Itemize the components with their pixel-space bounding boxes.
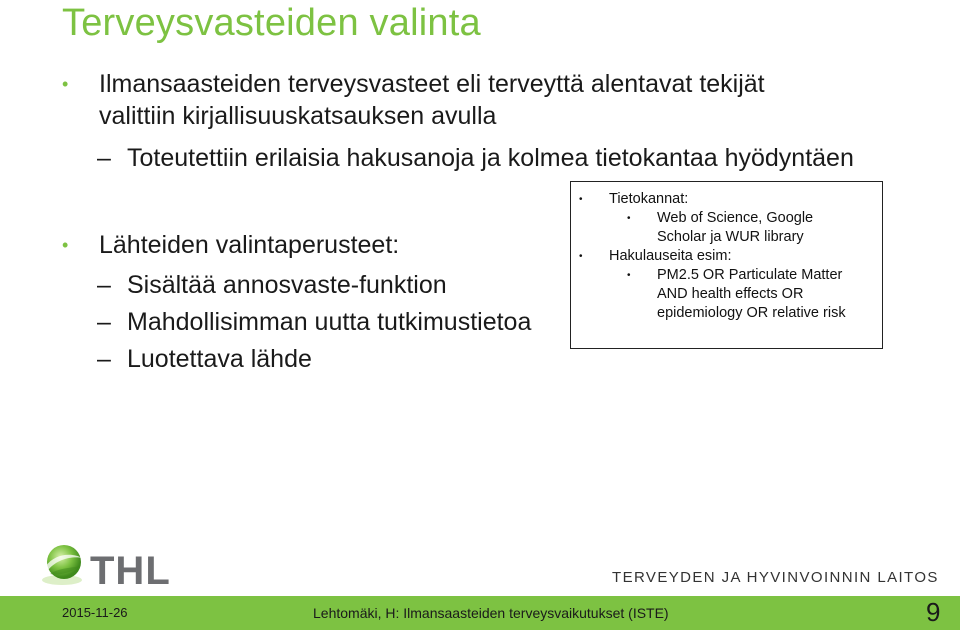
bullet-dot-icon: • [62,235,69,255]
box-heading: Tietokannat: [609,191,689,207]
bullet-text: Ilmansaasteiden terveysvasteet eli terveyttä alentavat tekijät [99,70,765,98]
box-sub-text: AND health effects OR [657,286,804,302]
bullet-dot-icon: • [579,251,583,262]
dash-icon: – [97,345,111,373]
organization-name: TERVEYDEN JA HYVINVOINNIN LAITOS [612,569,939,586]
dash-icon: – [97,271,111,299]
box-sub-text: Scholar ja WUR library [657,229,804,245]
sub-bullet-text: Luotettava lähde [127,345,312,373]
dash-icon: – [97,144,111,172]
bullet-dot-icon: • [62,74,69,94]
box-sub-text: Web of Science, Google [657,210,814,226]
footer-caption: Lehtomäki, H: Ilmansaasteiden terveysvaikutukset (ISTE) [313,605,669,621]
footer-bar [0,596,960,630]
box-sub-text: PM2.5 OR Particulate Matter [657,267,843,283]
dash-icon: – [97,308,111,336]
bullet-text: Lähteiden valintaperusteet: [99,231,400,259]
sub-bullet-text: Sisältää annosvaste-funktion [127,271,447,299]
bullet-text: valittiin kirjallisuuskatsauksen avulla [99,102,497,130]
logo-text: THL [90,549,171,593]
sub-bullet-text: Toteutettiin erilaisia hakusanoja ja kolmea tietokantaa hyödyntäen [127,144,854,172]
info-box [570,181,883,349]
bullet-dot-icon: • [579,194,583,205]
sub-bullet-text: Mahdollisimman uutta tutkimustietoa [127,308,532,336]
slide-title: Terveysvasteiden valinta [62,2,481,44]
bullet-dot-icon: • [627,213,631,224]
bullet-dot-icon: • [627,270,631,281]
page-number: 9 [926,597,941,627]
footer-date: 2015-11-26 [62,605,128,620]
box-sub-text: epidemiology OR relative risk [657,305,846,321]
box-heading: Hakulauseita esim: [609,248,732,264]
